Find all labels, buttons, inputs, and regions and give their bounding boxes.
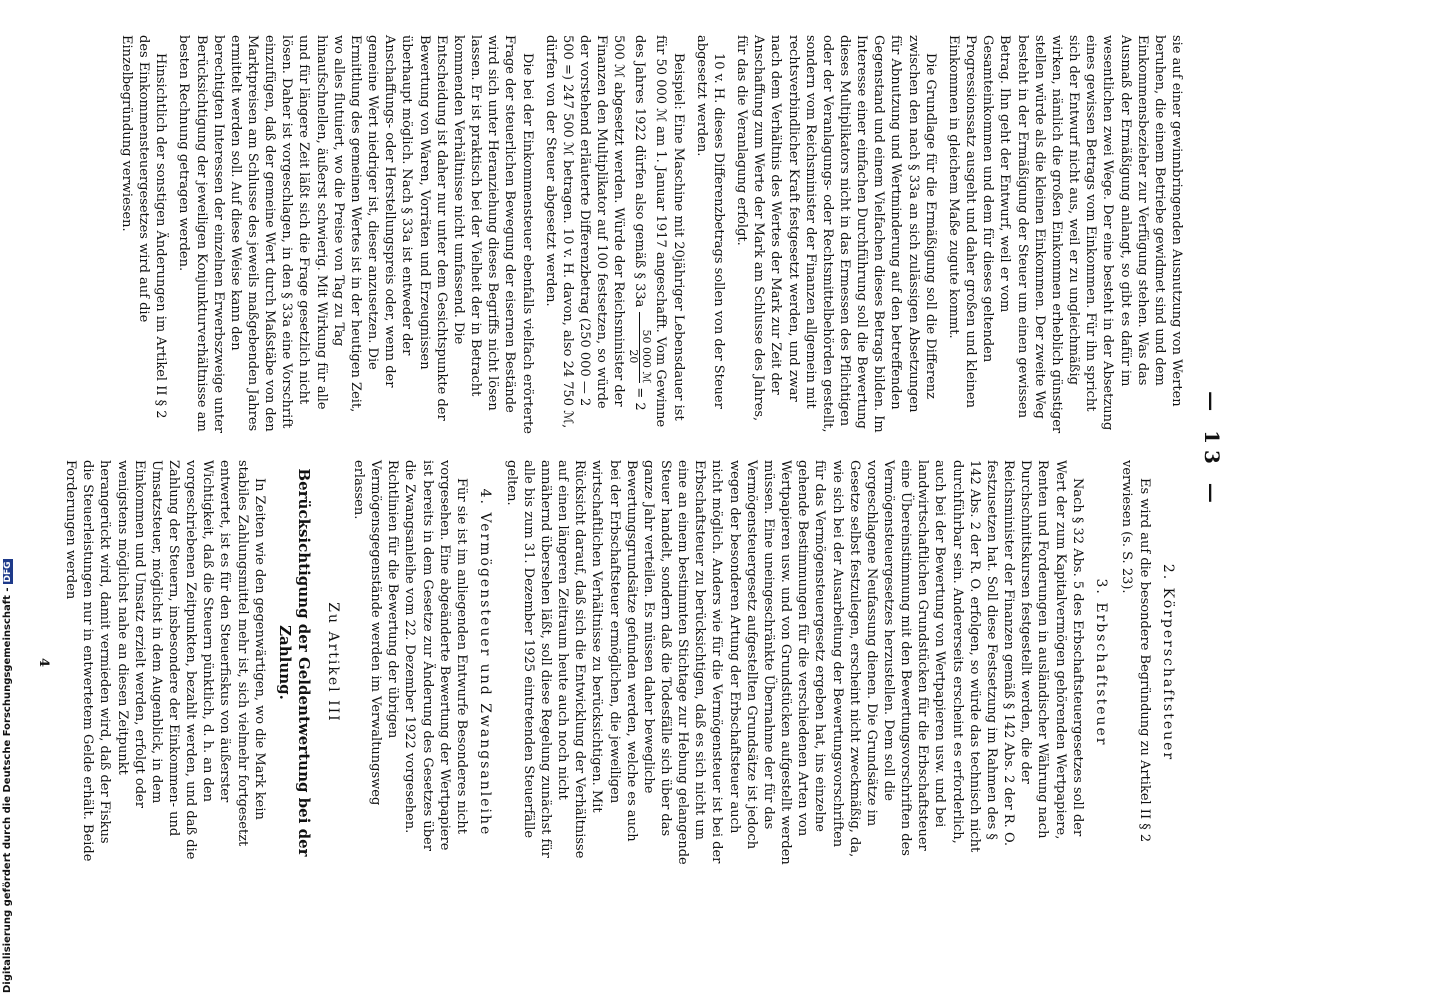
rotated-page — [35, 35, 1225, 865]
article-subheading: Berücksichtigung der Geldentwertung bei der Zahlung. — [275, 468, 314, 857]
paragraph: Die bei der Einkommensteuer ebenfalls vielfach erörterte Frage der steuerlichen Bewegung der eisernen Bestände wird sich unter Heranziehung dieses Begriffs nicht lösen lassen. Er ist praktisch bei der Vielheit der in Betracht kommenden Verhältnisse nicht umfassend. Die Entscheidung ist daher nur unter dem Gesichtspunkte der Bewertung von Waren, Vorräten und Erzeugnissen überhaupt möglich. Nach § 33a ist entweder der Anschaffungs- oder Herstellungspreis oder, wenn der gemeine Wert niedriger ist, dieser anzusetzen. Die Ermittlung des gemeinen Wertes ist in der heutigen Zeit, wo alles flutuiert, wo die Preise von Tag zu Tag hinaufschnellen, äußerst schwierig. Mit Wirkung für alle und für längere Zeit läßt sich die Frage gesetzlich nicht lösen. Daher ist vorgeschlagen, in den § 33a eine Vorschrift einzufügen, daß der gemeine Wert durch Maßstäbe von den Marktpreisen am Schlusse des jeweils maßgebenden Jahres ermittelt werden soll. Auf diese Weise kann den berechtigten Interessen der einzelnen Erwerbszweige unter Berücksichtigung der jeweiligen Konjunkturverhältnisse am besten Rechnung getragen werden. — [176, 35, 535, 434]
section-heading: 3. Erbschaftsteuer — [1093, 578, 1110, 747]
paragraph: Für sie ist im anliegenden Entwurfe Besonderes nicht vorgesehen. Eine abgeänderte Bewertung der Wertpapiere ist bereits in dem Gesetze zur Änderung des Gesetzes über die Zwangsanleihe vom 22. Dezember 1922 vorgesehen. Richtlinien für die Bewertung der übrigen Vermögensgegenstände werden im Verwaltungsweg erlassen. — [351, 460, 469, 851]
paragraph: 10 v. H. dieses Differenzbetrags sollen von der Steuer abgesetzt werden. — [693, 35, 726, 409]
column-right — [35, 460, 1185, 865]
fraction — [627, 312, 652, 384]
paragraph: Hinsichtlich der sonstigen Änderungen im Artikel II § 2 des Einkommensteuergesetzes wird auf die Einzelbegründung verwiesen. — [118, 35, 169, 419]
section-heading: 4. Vermögensteuer und Zwangsanleihe — [477, 488, 494, 837]
paragraph: Die Grundlage für die Ermäßigung soll die Differenz zwischen den nach § 33a an sich zulässigen Absetzungen für Abnutzung und Wertminderung auf den betreffenden Gegenstand und einem Vielfachen dieses Betrags bilden. Im Interesse einer einfachen Durchführung soll die Bewertung dieses Multiplikators nicht in das Ermessen des Pflichtigen oder der Veranlagungs- oder Rechtsmittelbehörden gestellt, sondern vom Reichsminister der Finanzen allgemein mit rechtsverbindlicher Kraft festgesetzt werden, und zwar nach dem Verhältnis des Wertes der Mark zur Zeit der Anschaffung zum Werte der Mark am Schlusse des Jahres, für das die Veranlagung erfolgt. — [734, 35, 938, 433]
fraction-numerator: 50 000 ℳ — [639, 312, 652, 384]
footer — [2, 561, 16, 993]
paragraph: Es wird auf die besondere Begründung zu Artikel II § 2 verwiesen (s. S. 23). — [1119, 460, 1152, 843]
article-heading: Zu Artikel III — [324, 602, 341, 723]
paragraph: In Zeiten wie den gegenwärtigen, wo die Mark kein stabiles Zahlungsmittel mehr ist, sich vielmehr fortgesetzt entwertet, ist es für den Steuerfiskus von äußerster Wichtigkeit, daß die Steuern pünktlich, d. h. an den vorgeschriebenen Zeitpunkten, bezahlt werden, und daß die Zahlung der Steuern, insbesondere der Einkommen- und Umsatzsteuer, möglichst in dem Augenblick, in dem Einkommen und Umsatz erzielt werden, erfolgt oder wenigstens möglichst nahe an diesen Zeitpunkt herangerückt wird, damit vermieden wird, daß der Fiskus die Steuerleistungen nur in entwertetem Gelde erhält. Beide Forderungen werden — [63, 460, 267, 862]
column-left — [112, 35, 1185, 435]
paragraph: Nach § 32 Abs. 5 des Erbschaftsteuergesetzes soll der Wert der zum Kapitalvermögen gehörenden Wertpapiere, Renten und Forderungen in ausländischer Währung nach Durchschnittskursen festgestellt werden, die der Reichsminister der Finanzen gemäß § 142 Abs. 2 der R. O. festzusetzen hat. Soll diese Festsetzung im Rahmen des § 142 Abs. 2 der R. O. erfolgen, so würde das technisch nicht durchführbar sein. Andererseits erscheint es erforderlich, auch bei der Bewertung von Wertpapieren usw. und bei landwirtschaftlichen Grundstücken für die Erbschaftsteuer eine Übereinstimmung mit den Bewertungsvorschriften des Vermögensteuergesetzes herzustellen. Dem soll die vorgeschlagene Neufassung dienen. Die Grundsätze im Gesetze selbst festzulegen, erscheint nicht zweckmäßig, da, wie sich bei der Ausarbeitung der Bewertungsvorschriften für das Vermögensteuergesetz ergeben hat, ins einzelne gehende Bestimmungen für die verschiedenen Arten von Wertpapieren usw. und von Grundstücken aufgestellt werden müssen. Eine uneingeschränkte Übernahme der für das Vermögensteuergesetz aufgestellten Grundsätze ist jedoch wegen der besonderen Artung der Erbschaftsteuer auch nicht möglich. Anders wie für die Vermögensteuer ist bei der Erbschaftsteuer zu berücksichtigen, daß es sich nicht um eine an einem bestimmten Stichtage zur Hebung gelangende Steuer handelt, sondern daß die Todesfälle sich über das ganze Jahr verteilen. Es müssen daher bewegliche Bewertungsgrundsätze gefunden werden, welche es auch bei der Erbschaftsteuer ermöglichen, die jeweiligen wirtschaftlichen Verhältnisse zu berücksichtigen. Mit Rücksicht darauf, daß sich die Entwicklung der Verhältnisse auf einen längeren Zeitraum heute auch noch nicht annähernd übersehen läßt, soll diese Regelung zunächst für alle bis zum 31. Dezember 1925 eintretenden Steuerfälle gelten. — [503, 460, 1085, 865]
page-number: — 13 — — [1200, 391, 1224, 509]
example-paragraph — [542, 35, 687, 435]
signature-mark: 4 — [35, 657, 51, 668]
section-heading: 2. Körperschaftsteuer — [1160, 563, 1176, 762]
paragraph: sie auf einer gewinnbringenden Ausnutzung von Werten beruhen, die einem Betriebe gewidmet sind und dem Einkommensbezieher zur Verfügung stehen. Was das Ausmaß der Ermäßigung anlangt, so gibt es dafür im wesentlichen zwei Wege. Der eine besteht in der Absetzung eines gewissen Betrags vom Einkommen. Für ihn spricht sich der Entwurf nicht aus, weil er zu ungleichmäßig wirken, nämlich die großen Einkommen erheblich günstiger stellen würde als die kleinen Einkommen. Der zweite Weg besteht in der Ermäßigung der Steuer um einen gewissen Betrag. Ihn geht der Entwurf, weil er vom Gesamteinkommen und dem für dieses geltenden Progressionssatz ausgeht und daher großen und kleinen Einkommen in gleichem Maße zugute kommt. — [945, 35, 1184, 434]
dfg-logo: DFG — [3, 561, 13, 583]
example-text-end: = 2 500 ℳ abgesetzt werden. Würde der Reichsminister der Finanzen den Multiplikator auf 100 festsetzen, so würde der vorstehend erläuterte Differenzbetrag (250 000 — 2 500 =) 247 500 ℳ betragen. 10 v. H. davon, also 24 750 ℳ, dürfen von der Steuer abgesetzt werden. — [542, 35, 648, 429]
footer-text: Digitalisierung gefördert durch die Deutsche Forschungsgemeinschaft - — [2, 587, 13, 993]
example-text-start: Beispiel: Eine Maschine mit 20jähriger Lebensdauer ist für 50 000 ℳ am 1. Januar 1917 angeschafft. Vom Gewinne des Jahres 1922 dürfen also gemäß § 33a — [632, 35, 686, 428]
fraction-denominator: 20 — [627, 349, 641, 364]
